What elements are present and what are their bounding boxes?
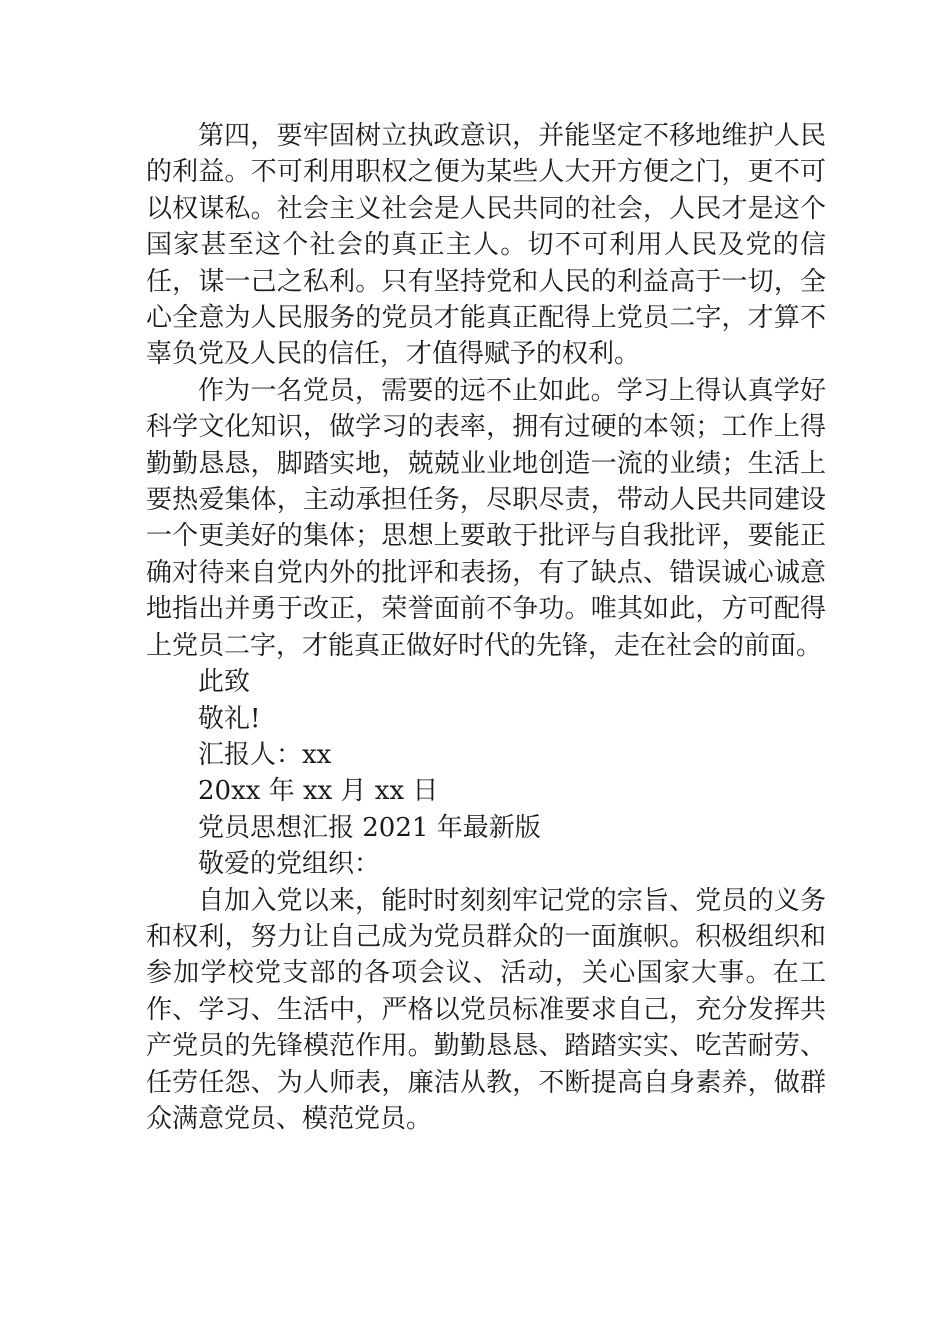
paragraph-since-joining-party: 自加入党以来，能时时刻刻牢记党的宗旨、党员的义务和权利，努力让自己成为党员群众的一面旗帜。积极组织和参加学校党支部的各项会议、活动，关心国家大事。在工作、学习、生活中，严格以党员标准要求自己，充分发挥共产党员的先锋模范作用。勤勤恳恳、踏踏实实、吃苦耐劳、任劳任怨、为人师表，廉洁从教，不断提高自身素养，做群众满意党员、模范党员。 (146, 885, 826, 1134)
reporter-line: 汇报人：xx (198, 739, 332, 770)
paragraph-fourth-point: 第四，要牢固树立执政意识，并能坚定不移地维护人民的利益。不可利用职权之便为某些人大开方便之门，更不可以权谋私。社会主义社会是人民共同的社会，人民才是这个国家甚至这个社会的真正主人。切不可利用人民及党的信任，谋一己之私利。只有坚持党和人民的利益高于一切，全心全意为人民服务的党员才能真正配得上党员二字，才算不辜负党及人民的信任，才值得赋予的权利。 (146, 121, 826, 370)
closing-line: 此致 (198, 667, 251, 698)
greeting-line: 敬爱的党组织： (198, 849, 381, 880)
paragraph-party-member-duties: 作为一名党员，需要的远不止如此。学习上得认真学好科学文化知识，做学习的表率，拥有过硬的本领；工作上得勤勤恳恳，脚踏实地，兢兢业业地创造一流的业绩；生活上要热爱集体，主动承担任务，尽职尽责，带动人民共同建设一个更美好的集体；思想上要敢于批评与自我批评，要能正确对待来自党内外的批评和表扬，有了缺点、错误诚心诚意地指出并勇于改正，荣誉面前不争功。唯其如此，方可配得上党员二字，才能真正做好时代的先锋，走在社会的前面。 (146, 375, 826, 661)
salute-line: 敬礼! (198, 703, 261, 734)
date-line: 20xx 年 xx 月 xx 日 (198, 776, 439, 807)
next-report-title: 党员思想汇报 2021 年最新版 (198, 812, 541, 843)
document-page (146, 118, 826, 1137)
